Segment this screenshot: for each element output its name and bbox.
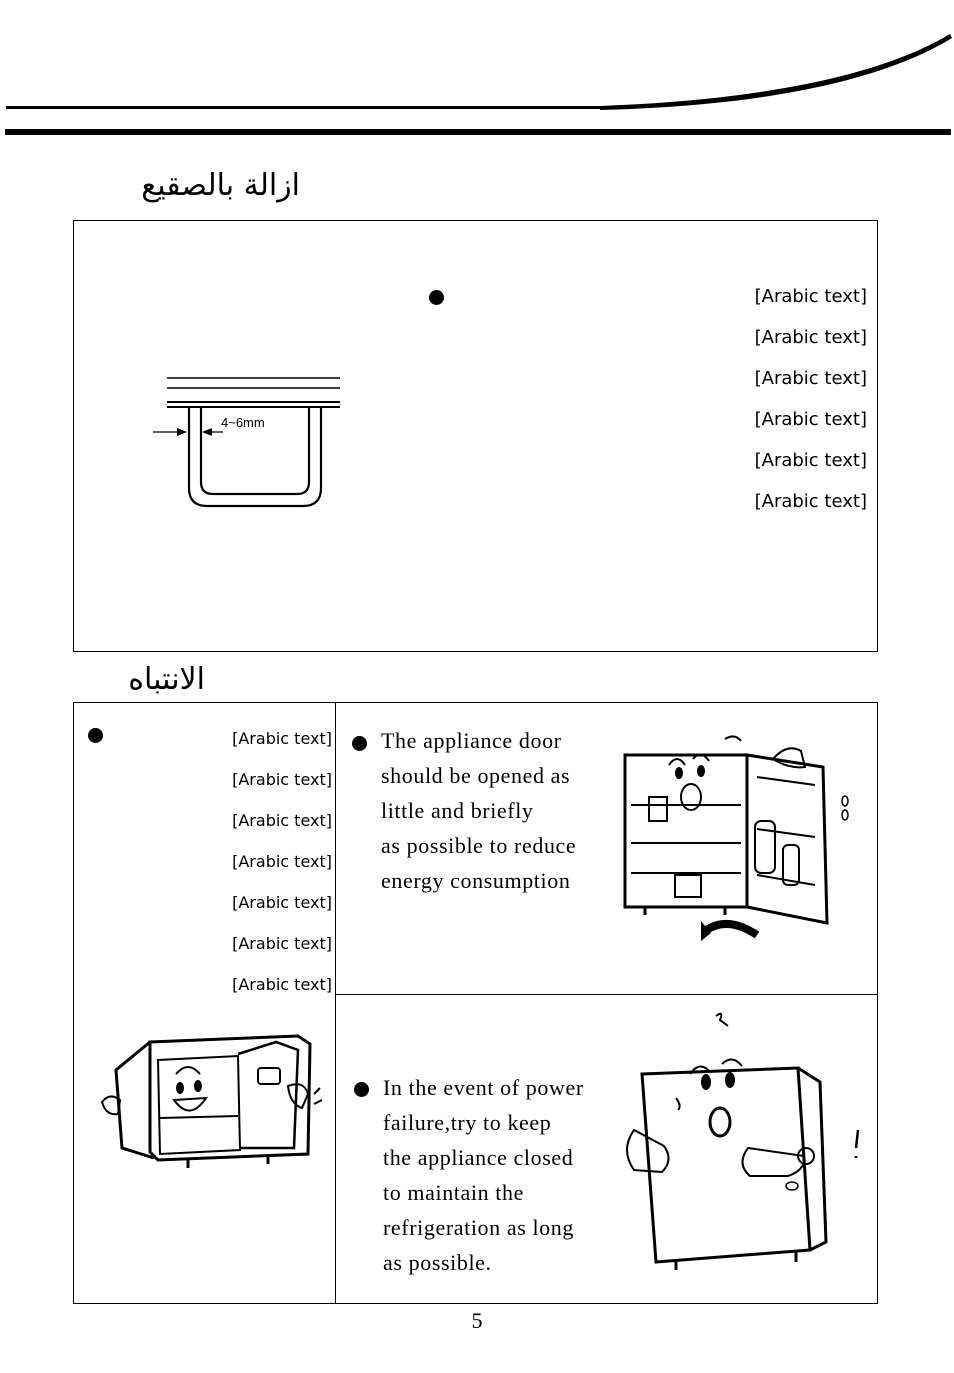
tip-power-text [383,1070,623,1280]
defrost-text [455,276,867,522]
closed-fridge-illustration [620,1010,870,1270]
text-line: the appliance closed [383,1145,574,1170]
text-line: [Arabic text] [232,811,332,830]
text-line: [Arabic text] [754,286,867,307]
text-line: [Arabic text] [754,368,867,389]
text-line: as possible to reduce [381,833,577,858]
column-divider [335,702,336,1304]
frost-diagram [145,370,350,520]
text-line: The appliance door [381,728,562,753]
header-rule-thick [5,129,951,135]
text-line: [Arabic text] [232,729,332,748]
defrost-heading: ازالة بالصقيع [141,168,300,203]
text-line: [Arabic text] [754,409,867,430]
text-line: [Arabic text] [754,491,867,512]
bullet [352,736,367,751]
text-line: as possible. [383,1250,492,1275]
text-line: little and briefly [381,798,534,823]
text-line: [Arabic text] [754,450,867,471]
text-line: failure,try to keep [383,1110,552,1135]
bullet [429,290,444,305]
fridge-doors-open-illustration [98,1030,323,1170]
bullet [88,728,103,743]
text-line: to maintain the [383,1180,524,1205]
text-line: [Arabic text] [232,934,332,953]
attention-left-text [106,718,332,1005]
text-line: [Arabic text] [232,852,332,871]
page-number: 5 [471,1308,483,1333]
attention-heading: الانتباه [128,662,205,697]
text-line: should be opened as [381,763,571,788]
header-rule-thin [6,106,606,109]
text-line: In the event of power [383,1075,584,1100]
tip-door-text [381,723,621,898]
bullet [354,1082,369,1097]
open-fridge-illustration [615,725,860,950]
frost-thickness-label: 4~6mm [221,415,265,430]
text-line: [Arabic text] [232,975,332,994]
text-line: refrigeration as long [383,1215,574,1240]
text-line: [Arabic text] [232,770,332,789]
header-swoosh [600,30,954,112]
text-line: [Arabic text] [754,327,867,348]
text-line: energy consumption [381,868,571,893]
row-divider [335,994,878,995]
text-line: [Arabic text] [232,893,332,912]
